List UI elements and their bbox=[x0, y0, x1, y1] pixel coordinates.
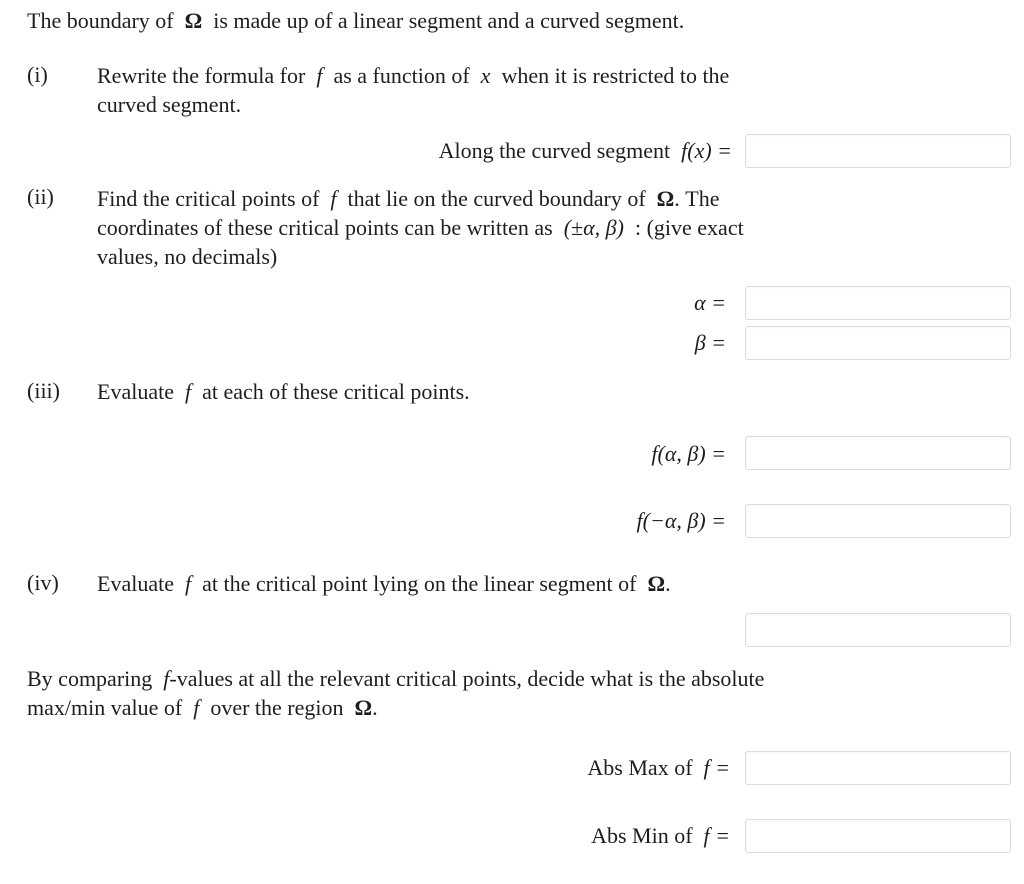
omega-symbol: Ω bbox=[184, 8, 203, 33]
curved-segment-fx-input[interactable] bbox=[745, 134, 1011, 168]
abs-min-label: Abs Min of f = bbox=[591, 823, 730, 848]
f-neg-alpha-beta-input[interactable] bbox=[745, 504, 1011, 538]
part-ii-label: (ii) bbox=[27, 184, 54, 209]
abs-max-label: Abs Max of f = bbox=[587, 755, 730, 780]
abs-max-input[interactable] bbox=[745, 751, 1011, 785]
beta-label: β = bbox=[694, 330, 726, 355]
f-alpha-beta-input[interactable] bbox=[745, 436, 1011, 470]
part-iv-text: Evaluate f at the critical point lying on the linear segment of Ω. bbox=[97, 571, 671, 596]
curved-segment-label: Along the curved segment f(x) = bbox=[438, 138, 732, 163]
f-neg-alpha-beta-label: f(−α, β) = bbox=[636, 508, 726, 533]
part-i-label: (i) bbox=[27, 62, 48, 87]
part-iii-label: (iii) bbox=[27, 378, 60, 403]
f-alpha-beta-label: f(α, β) = bbox=[651, 441, 726, 466]
part-iv-label: (iv) bbox=[27, 570, 59, 595]
linear-segment-f-input[interactable] bbox=[745, 613, 1011, 647]
alpha-label: α = bbox=[694, 290, 726, 315]
alpha-input[interactable] bbox=[745, 286, 1011, 320]
intro-text: The boundary of Ω is made up of a linear segment and a curved segment. bbox=[27, 8, 685, 33]
part-i-text: Rewrite the formula for f as a function of x when it is restricted to the curved segment. bbox=[97, 63, 730, 117]
part-ii-text: Find the critical points of f that lie on the curved boundary of Ω. The coordinates of these critical points can be written as (±α, β) : (give exact values, no decimals) bbox=[97, 186, 744, 269]
part-iii-text: Evaluate f at each of these critical points. bbox=[97, 379, 470, 404]
comparison-text: By comparing f-values at all the relevant critical points, decide what is the absolute max/min value of f over the region Ω. bbox=[27, 666, 765, 720]
abs-min-input[interactable] bbox=[745, 819, 1011, 853]
beta-input[interactable] bbox=[745, 326, 1011, 360]
